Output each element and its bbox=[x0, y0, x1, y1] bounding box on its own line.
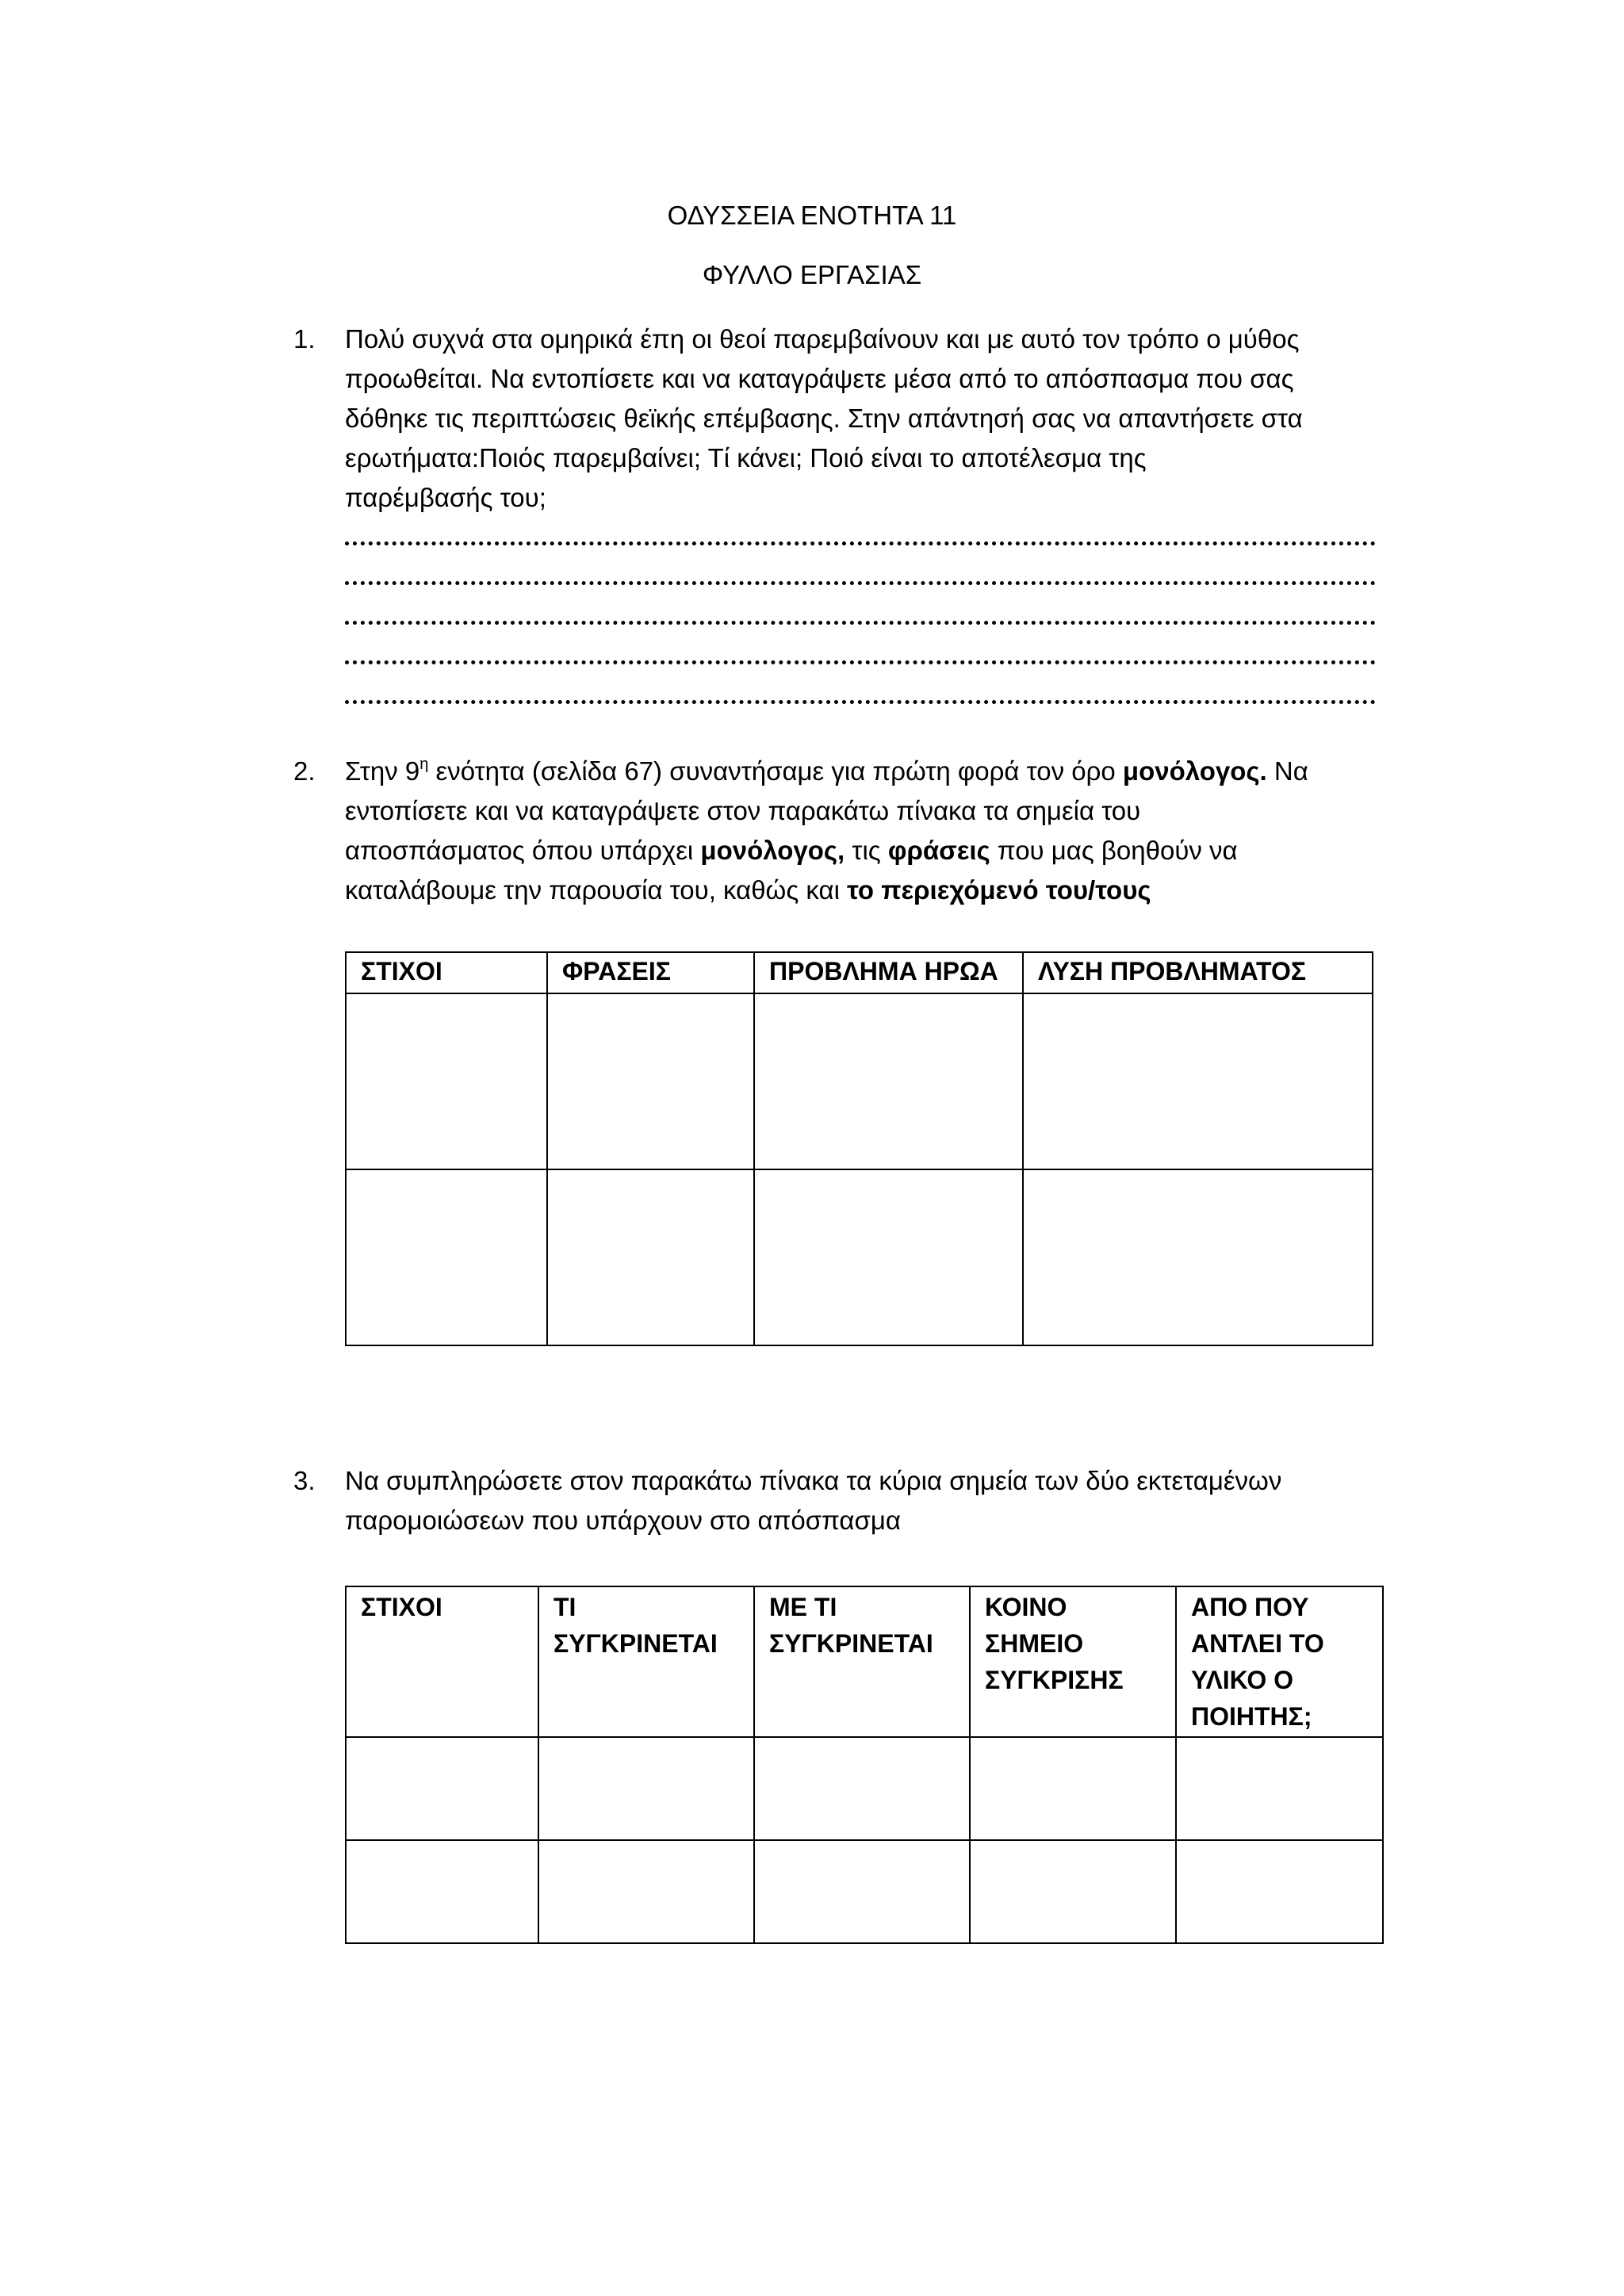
worksheet-subtitle: ΦΥΛΛΟ ΕΡΓΑΣΙΑΣ bbox=[702, 260, 922, 289]
answer-line-4[interactable] bbox=[345, 658, 1376, 664]
question-text bbox=[345, 320, 1388, 518]
answer-line-2[interactable] bbox=[345, 579, 1376, 585]
question-line: ερωτήματα:Ποιός παρεμβαίνει; Τί κάνει; Ποιό είναι το αποτέλεσμα της bbox=[345, 443, 1147, 473]
answer-cell[interactable] bbox=[346, 1737, 538, 1840]
simile-table bbox=[345, 1586, 1384, 1944]
worksheet-title: ΟΔΥΣΣΕΙΑ ΕΝΟΤΗΤΑ 11 bbox=[667, 201, 957, 230]
answer-cell[interactable] bbox=[547, 993, 754, 1169]
answer-cell[interactable] bbox=[346, 993, 547, 1169]
question-line: Στην $9^\eta$ ενότητα (σελίδα 67) συναντήσαμε για πρώτη φορά τον όρο μονόλογος. Να bbox=[345, 756, 1308, 786]
answer-cell[interactable] bbox=[1176, 1840, 1383, 1943]
answer-cell[interactable] bbox=[1023, 1169, 1373, 1345]
question-line: καταλάβουμε την παρουσία του, καθώς και το περιεχόμενό του/τους bbox=[345, 875, 1151, 905]
header-cell: ΤΙ ΣΥΓΚΡΙΝΕΤΑΙ bbox=[538, 1586, 754, 1737]
table-row bbox=[346, 1840, 1383, 1943]
question-line: δόθηκε τις περιπτώσεις θεϊκής επέμβασης. Στην απάντησή σας να απαντήσετε στα bbox=[345, 404, 1303, 433]
header-cell: ΚΟΙΝΟ ΣΗΜΕΙΟ ΣΥΓΚΡΙΣΗΣ bbox=[970, 1586, 1176, 1737]
header-cell: ΣΤΙΧΟΙ bbox=[346, 952, 547, 993]
table-header-row bbox=[346, 1586, 1383, 1737]
question-text bbox=[345, 752, 1388, 910]
question-number: 3. bbox=[293, 1466, 316, 1495]
question-number: 1. bbox=[293, 324, 316, 354]
question-line: Να συμπληρώσετε στον παρακάτω πίνακα τα κύρια σημεία των δύο εκτεταμένων bbox=[345, 1466, 1282, 1495]
answer-cell[interactable] bbox=[970, 1840, 1176, 1943]
table-row bbox=[346, 1169, 1373, 1345]
header-cell: ΠΡΟΒΛΗΜΑ ΗΡΩΑ bbox=[754, 952, 1023, 993]
answer-cell[interactable] bbox=[754, 993, 1023, 1169]
answer-cell[interactable] bbox=[1176, 1737, 1383, 1840]
monologue-table bbox=[345, 951, 1373, 1346]
answer-cell[interactable] bbox=[538, 1840, 754, 1943]
header-cell: ΛΥΣΗ ΠΡΟΒΛΗΜΑΤΟΣ bbox=[1023, 952, 1373, 993]
header-cell: ΦΡΑΣΕΙΣ bbox=[547, 952, 754, 993]
answer-line-3[interactable] bbox=[345, 618, 1376, 625]
answer-cell[interactable] bbox=[754, 1169, 1023, 1345]
table-row bbox=[346, 1737, 1383, 1840]
answer-cell[interactable] bbox=[346, 1840, 538, 1943]
answer-cell[interactable] bbox=[538, 1737, 754, 1840]
question-number: 2. bbox=[293, 756, 316, 786]
question-line: παρέμβασής του; bbox=[345, 483, 546, 512]
answer-cell[interactable] bbox=[754, 1737, 970, 1840]
question-text bbox=[345, 1461, 1388, 1540]
question-line: αποσπάσματος όπου υπάρχει μονόλογος, τις φράσεις που μας βοηθούν να bbox=[345, 836, 1238, 865]
answer-cell[interactable] bbox=[346, 1169, 547, 1345]
answer-cell[interactable] bbox=[547, 1169, 754, 1345]
answer-cell[interactable] bbox=[970, 1737, 1176, 1840]
question-line: παρομοιώσεων που υπάρχουν στο απόσπασμα bbox=[345, 1506, 901, 1535]
table-row bbox=[346, 993, 1373, 1169]
header-cell: ΣΤΙΧΟΙ bbox=[346, 1586, 538, 1737]
answer-cell[interactable] bbox=[1023, 993, 1373, 1169]
answer-line-5[interactable] bbox=[345, 698, 1376, 704]
table-header-row bbox=[346, 952, 1373, 993]
answer-line-1[interactable] bbox=[345, 539, 1376, 545]
question-line: Πολύ συχνά στα ομηρικά έπη οι θεοί παρεμβαίνουν και με αυτό τον τρόπο ο μύθος bbox=[345, 324, 1300, 354]
question-line: προωθείται. Να εντοπίσετε και να καταγράψετε μέσα από το απόσπασμα που σας bbox=[345, 364, 1294, 393]
header-cell: ΜΕ ΤΙ ΣΥΓΚΡΙΝΕΤΑΙ bbox=[754, 1586, 970, 1737]
header-cell: ΑΠΟ ΠΟΥ ΑΝΤΛΕΙ ΤΟ ΥΛΙΚΟ Ο ΠΟΙΗΤΗΣ; bbox=[1176, 1586, 1383, 1737]
question-line: εντοπίσετε και να καταγράψετε στον παρακάτω πίνακα τα σημεία του bbox=[345, 796, 1141, 825]
answer-cell[interactable] bbox=[754, 1840, 970, 1943]
